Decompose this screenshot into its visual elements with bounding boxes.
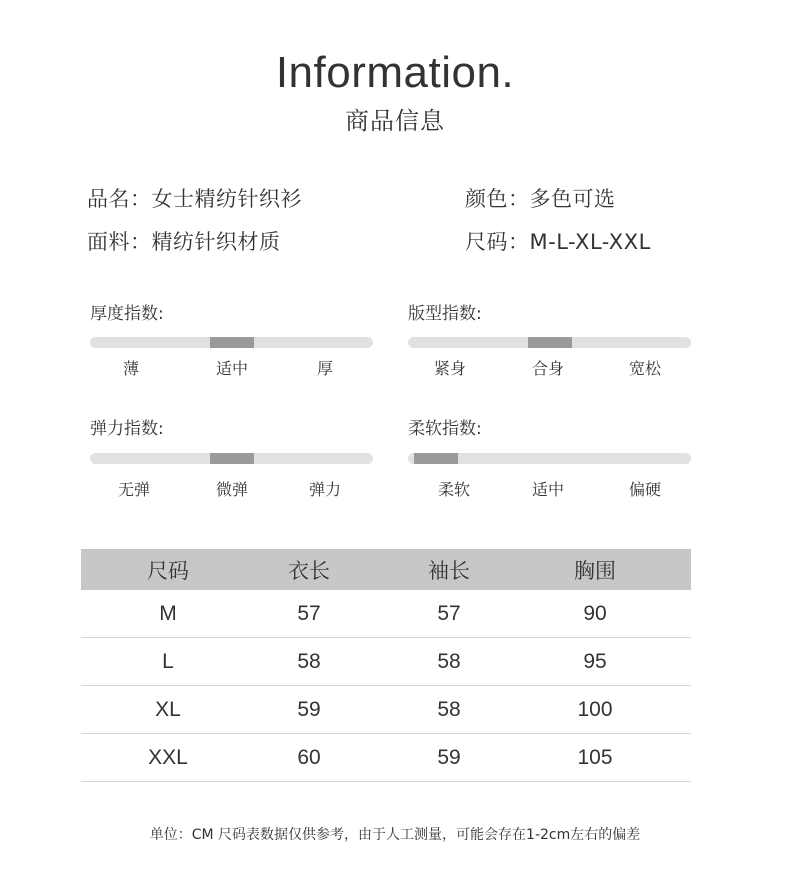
thickness-index-label: 厚度指数:	[90, 304, 164, 324]
table-cell: 58	[297, 649, 321, 673]
table-cell: 95	[583, 649, 607, 673]
fit-index-marker	[528, 337, 572, 348]
elasticity-tick: 无弹	[117, 480, 150, 499]
fit-tick: 宽松	[628, 359, 661, 378]
info-fabric	[87, 226, 281, 256]
table-cell: L	[162, 649, 174, 673]
thickness-tick: 薄	[122, 359, 139, 378]
table-row	[81, 686, 691, 734]
softness-tick: 适中	[531, 480, 564, 499]
info-value: 多色可选	[529, 187, 616, 211]
table-cell: M	[159, 601, 177, 625]
info-key: 品名：	[87, 187, 152, 211]
softness-index-marker	[414, 453, 458, 464]
elasticity-tick: 弹力	[308, 480, 341, 499]
size-table-header	[81, 549, 691, 590]
title-english: Information.	[275, 48, 515, 97]
header-cell-size: 尺码	[147, 558, 189, 583]
info-size	[465, 226, 651, 256]
table-cell: XXL	[148, 745, 188, 769]
footer-note: 单位：CM 尺码表数据仅供参考，由于人工测量，可能会存在1-2cm左右的偏差	[149, 827, 641, 843]
softness-index-track	[408, 453, 691, 464]
table-cell: XL	[155, 697, 181, 721]
info-value: M-L-XL-XXL	[529, 230, 651, 254]
table-cell: 58	[437, 697, 461, 721]
header-cell-sleeve: 袖长	[428, 558, 470, 583]
title-chinese: 商品信息	[345, 107, 445, 135]
fit-tick: 合身	[531, 359, 564, 378]
size-table	[81, 549, 691, 782]
table-cell: 58	[437, 649, 461, 673]
elasticity-index-marker	[210, 453, 254, 464]
info-value: 精纺针织材质	[151, 230, 281, 254]
table-cell: 100	[577, 697, 613, 721]
table-row	[81, 638, 691, 686]
thickness-index-track	[90, 337, 373, 348]
info-color	[465, 183, 616, 213]
table-row	[81, 734, 691, 782]
info-value: 女士精纺针织衫	[151, 187, 302, 211]
thickness-tick: 厚	[316, 359, 333, 378]
info-key: 尺码：	[465, 230, 530, 254]
table-cell: 57	[437, 601, 461, 625]
info-product-name	[87, 183, 302, 213]
fit-index-track	[408, 337, 691, 348]
elasticity-tick: 微弹	[215, 480, 248, 499]
softness-index-label: 柔软指数:	[408, 419, 482, 439]
elasticity-index-label: 弹力指数:	[90, 419, 164, 439]
table-cell: 60	[297, 745, 321, 769]
table-cell: 90	[583, 601, 607, 625]
header-cell-bust: 胸围	[574, 558, 616, 583]
fit-index-label: 版型指数:	[408, 304, 482, 324]
table-row	[81, 590, 691, 638]
fit-tick: 紧身	[433, 359, 466, 378]
softness-tick: 柔软	[437, 480, 470, 499]
table-cell: 57	[297, 601, 321, 625]
table-cell: 59	[437, 745, 461, 769]
softness-tick: 偏硬	[628, 480, 661, 499]
table-cell: 105	[577, 745, 613, 769]
header-cell-length: 衣长	[288, 558, 330, 583]
table-cell: 59	[297, 697, 321, 721]
info-key: 面料：	[87, 230, 152, 254]
thickness-tick: 适中	[215, 359, 248, 378]
thickness-index-marker	[210, 337, 254, 348]
info-key: 颜色：	[465, 187, 530, 211]
elasticity-index-track	[90, 453, 373, 464]
